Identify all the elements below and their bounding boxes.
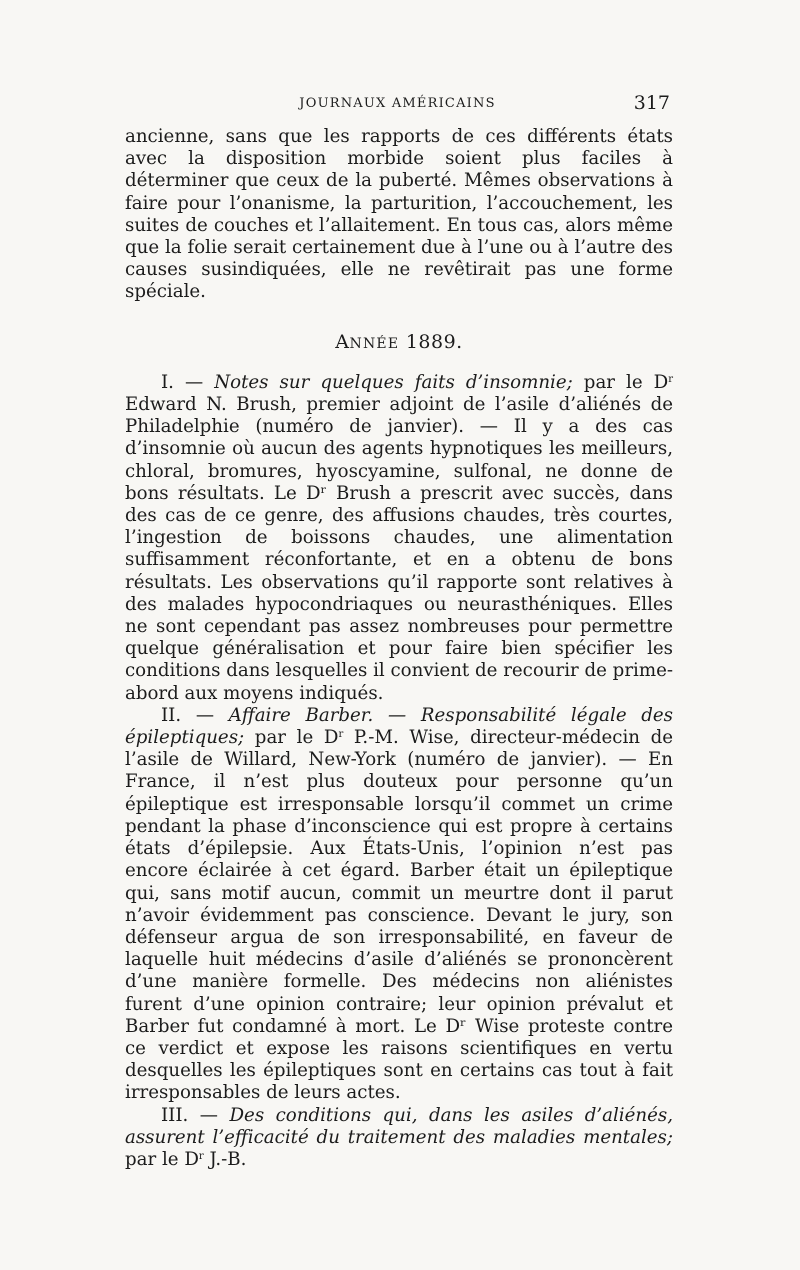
item-numeral: III. — bbox=[161, 1104, 230, 1126]
item-body: premier adjoint de l’asile d’aliénés de Philadelphie (numéro de janvier). — Il y a des cas d’insomnie où aucun des agents hypnotiques les meilleurs, chloral, bromures, hyoscyamine, sulfonal, ne donne de bons résultats. Le Dʳ Brush a prescrit avec succès, dans des cas de ce genre, des affusions chaudes, très courtes, l’ingestion de boissons chaudes, une alimentation suffisamment réconfortante, et en a obtenu de bons résultats. Les observations qu’il rapporte sont relatives à des malades hypocondriaques ou neurasthéniques. Elles ne sont cependant pas assez nombreuses pour permettre quelque généralisation et pour faire bien spécifier les conditions dans lesquelles il convient de recourir de prime-abord aux moyens indiqués. bbox=[125, 394, 673, 704]
intro-paragraph: ancienne, sans que les rapports de ces différents états avec la disposition morbide soient plus faciles à déterminer que ceux de la puberté. Mêmes observations à faire pour l’onanisme, la parturition, l’accouchement, les suites de couches et l’allaitement. En tous cas, alors même que la folie serait certainement due à l’une ou à l’autre des causes susindiquées, elle ne revêtirait pas une forme spéciale. bbox=[125, 126, 673, 303]
item-author: J.-B. bbox=[203, 1148, 247, 1170]
item-numeral: II. — bbox=[161, 704, 229, 726]
item-author-prefix: par le D bbox=[572, 371, 669, 393]
item-author: Edward N. Brush, bbox=[125, 394, 297, 416]
section-heading-year: 1889. bbox=[405, 330, 463, 353]
item-author-prefix: par le D bbox=[125, 1148, 199, 1170]
section-heading bbox=[125, 331, 673, 355]
section-heading-word: NNÉE bbox=[349, 335, 400, 352]
running-title: JOURNAUX AMÉRICAINS bbox=[299, 96, 496, 111]
review-item-2 bbox=[125, 705, 673, 1105]
item-author-sup: r bbox=[668, 373, 674, 385]
running-header bbox=[125, 92, 670, 114]
item-title: Affaire Barber. — Responsabilité légale des épileptiques; bbox=[125, 704, 673, 749]
section-heading-initial: A bbox=[335, 330, 350, 353]
page-number: 317 bbox=[633, 92, 670, 114]
review-item-1 bbox=[125, 372, 673, 705]
item-body: directeur-médecin de l’asile de Willard, New-York (numéro de janvier). — En France, il n’est plus douteux pour personne qu’un épileptique est irresponsable lorsqu’il commet un crime pendant la phase d’inconscience qui est propre à certains états d’épilepsie. Aux États-Unis, l’opinion n’est pas encore éclairée à cet égard. Barber était un épileptique qui, sans motif aucun, commit un meurtre dont il parut n’avoir évidemment pas conscience. Devant le jury, son défenseur argua de son irresponsabilité, en faveur de laquelle huit médecins d’asile d’aliénés se prononcèrent d’une manière formelle. Des médecins non aliénistes furent d’une opinion contraire; leur opinion prévalut et Barber fut condamné à mort. Le Dʳ Wise proteste contre ce verdict et expose les raisons scientifiques en vertu desquelles les épileptiques sont en certains cas tout à fait irresponsables de leurs actes. bbox=[125, 727, 674, 1104]
item-numeral: I. — bbox=[161, 371, 215, 393]
item-author-prefix: par le D bbox=[244, 727, 339, 749]
item-title: Des conditions qui, dans les asiles d’aliénés, assurent l’efficacité du traitement des maladies mentales; bbox=[125, 1104, 673, 1148]
item-author-sup: r bbox=[338, 729, 344, 741]
item-title: Notes sur quelques faits d’insomnie; bbox=[214, 371, 573, 393]
item-author: P.-M. Wise, bbox=[343, 727, 460, 749]
item-author-sup: r bbox=[198, 1150, 204, 1162]
review-item-3 bbox=[125, 1105, 673, 1172]
body-text bbox=[125, 126, 673, 1171]
